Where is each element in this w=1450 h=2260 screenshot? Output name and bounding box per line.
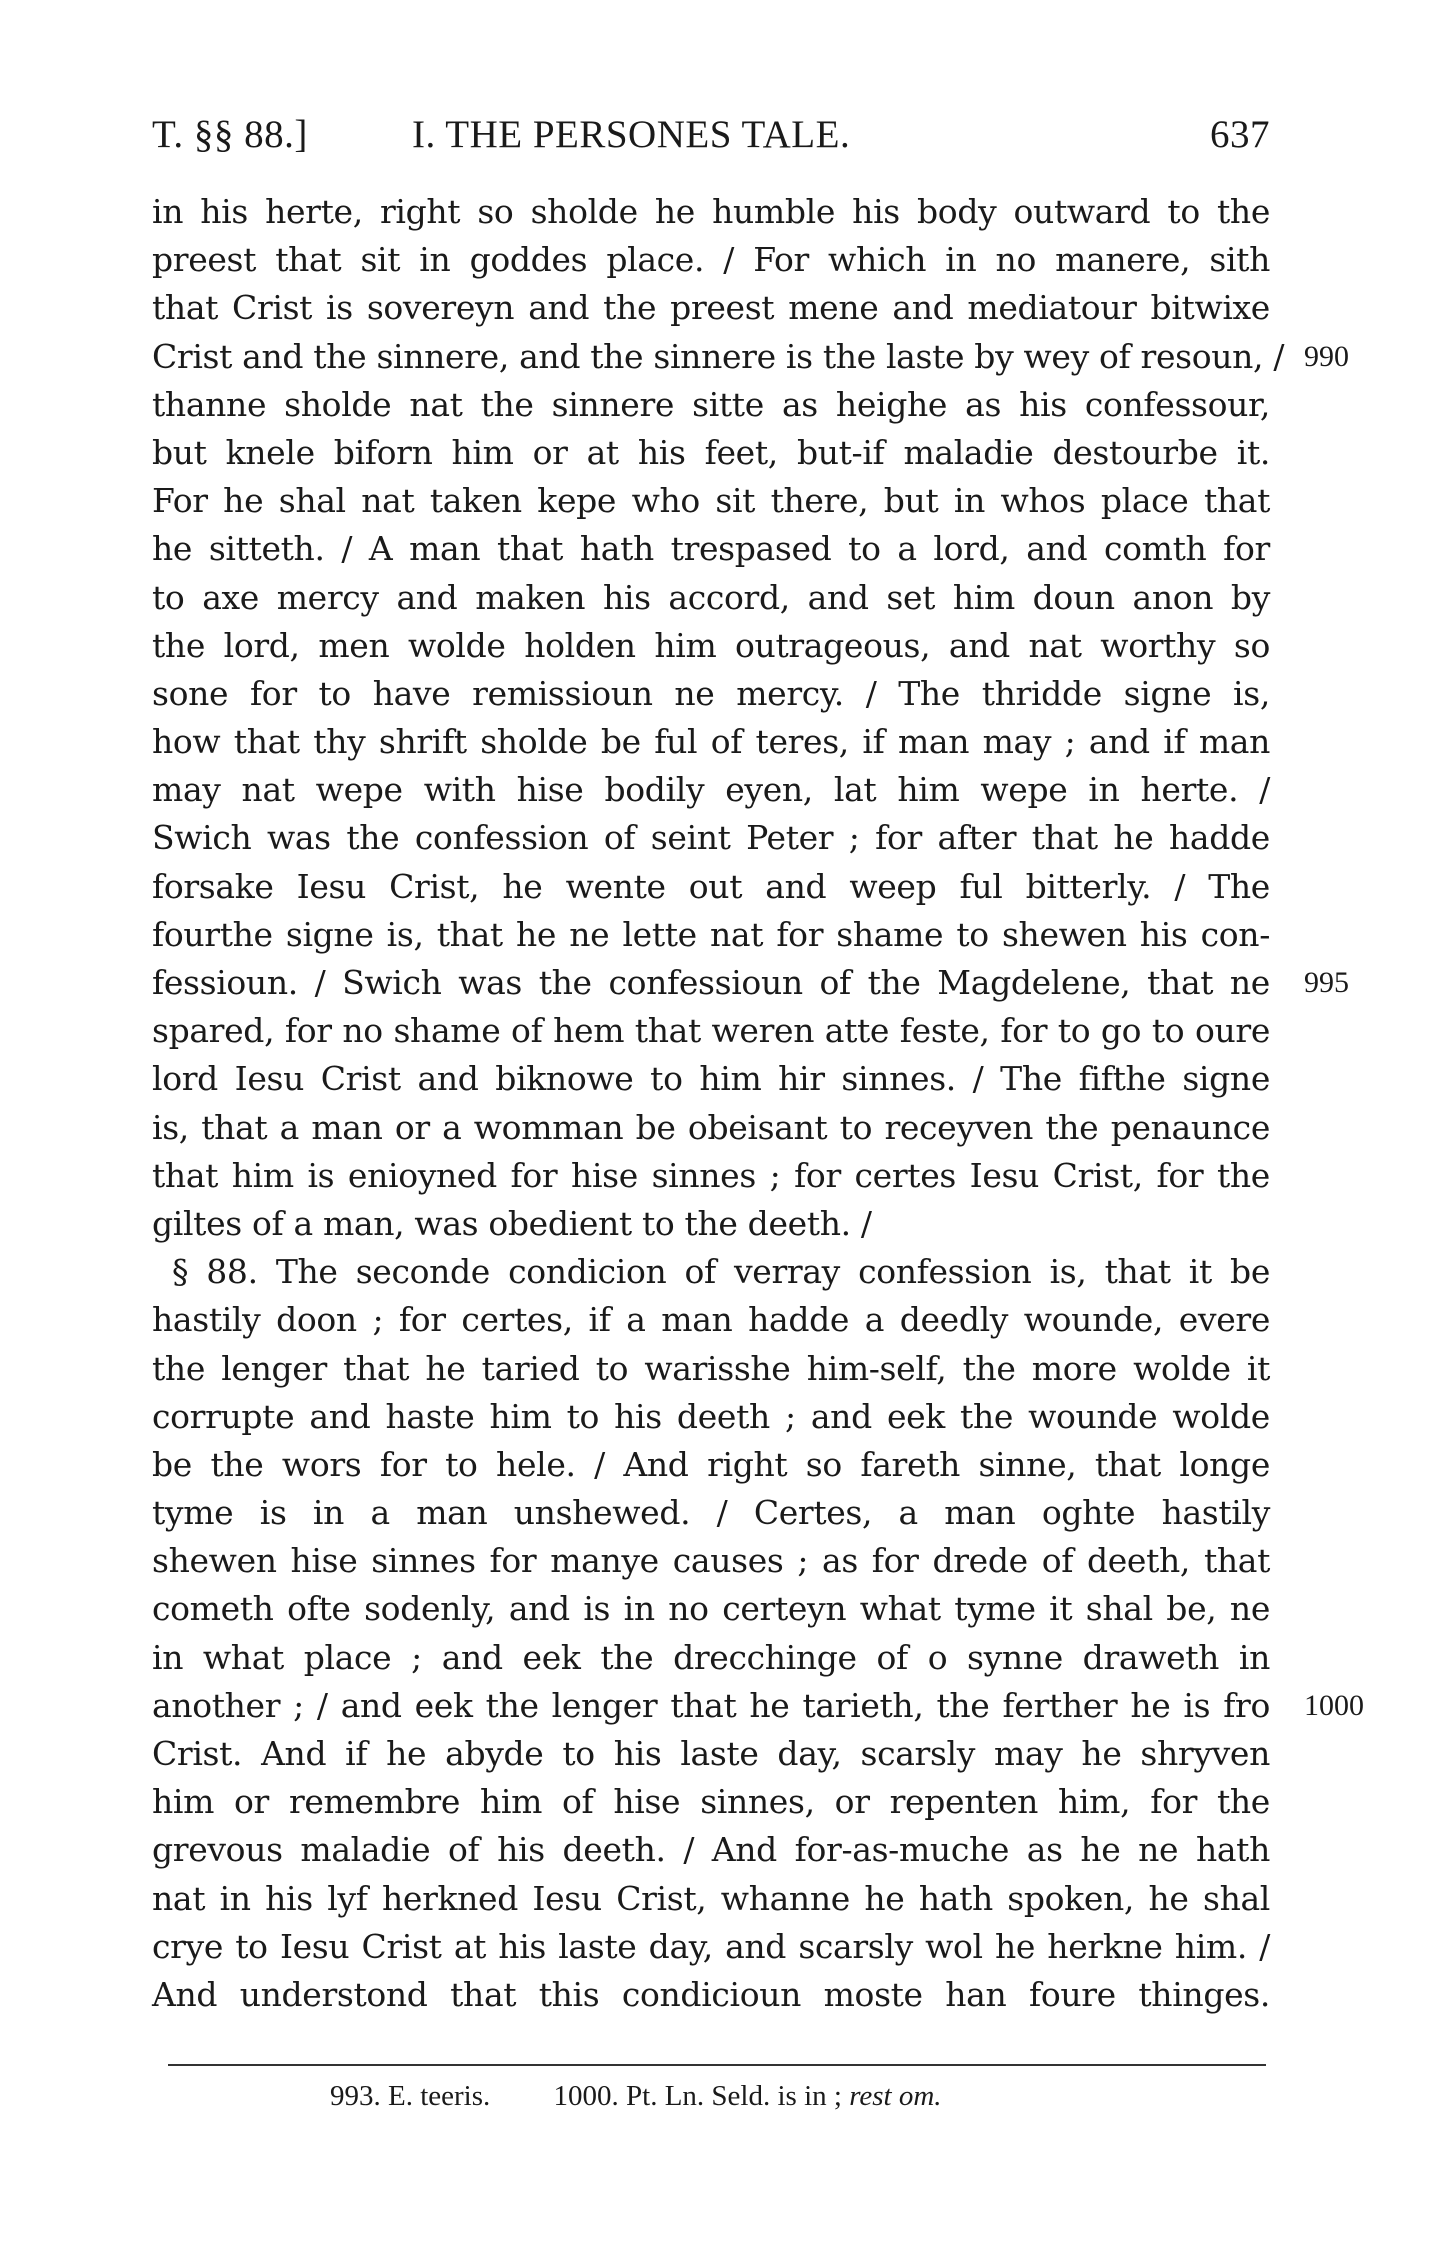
footnote-rule: [168, 2064, 1266, 2066]
line-text: how that thy shrift sholde be ful of teres, if man may ; and if man: [152, 722, 1270, 762]
line-text: he sitteth. / A man that hath trespased to a lord, and comth for: [152, 529, 1270, 569]
line-number: 1000: [1304, 1688, 1364, 1722]
line-text: crye to Iesu Crist at his laste day, and scarsly wol he herkne him. /: [152, 1926, 1270, 1966]
line-text: spared, for no shame of hem that weren atte feste, for to go to oure: [152, 1011, 1270, 1051]
text-line: [152, 1055, 1270, 1103]
text-line: [152, 1296, 1270, 1344]
line-text: may nat wepe with hise bodily eyen, lat him wepe in herte. /: [152, 770, 1270, 810]
line-text: that Crist is sovereyn and the preest mene and mediatour bitwixe: [152, 288, 1270, 328]
footnote-1000-italic: rest om.: [849, 2080, 942, 2112]
line-text: thanne sholde nat the sinnere sitte as heighe as his confessour,: [152, 384, 1270, 424]
line-text: For he shal nat taken kepe who sit there, but in whos place that: [152, 481, 1270, 521]
body-text: [152, 188, 1364, 2019]
text-line: [152, 1152, 1270, 1200]
line-text: is, that a man or a womman be obeisant to receyven the penaunce: [152, 1107, 1270, 1147]
text-line: [152, 525, 1270, 573]
page-title: I. THE PERSONES TALE.: [412, 113, 851, 156]
text-line: [152, 622, 1270, 670]
section-reference: T. §§ 88.]: [152, 113, 308, 156]
text-line: [152, 1634, 1270, 1682]
text-line: [152, 1200, 1270, 1248]
text-line: [152, 574, 1270, 622]
footnotes: [330, 2074, 1230, 2118]
running-header: [152, 112, 1270, 162]
line-text: but knele biforn him or at his feet, but-if maladie destourbe it.: [152, 432, 1270, 472]
text-line: [152, 284, 1270, 332]
line-text: in his herte, right so sholde he humble his body outward to the: [152, 192, 1270, 231]
text-line: [152, 1826, 1270, 1874]
line-text: preest that sit in goddes place. / For which in no manere, sith: [152, 240, 1270, 280]
text-line: [152, 1730, 1270, 1778]
line-text: in what place ; and eek the drecchinge of o synne draweth in: [152, 1637, 1270, 1677]
text-line: [152, 1778, 1270, 1826]
line-text: the lord, men wolde holden him outrageous, and nat worthy so: [152, 625, 1270, 665]
text-line: [152, 1104, 1270, 1152]
line-text: lord Iesu Crist and biknowe to him hir sinnes. / The fifthe signe: [152, 1059, 1270, 1099]
line-text: cometh ofte sodenly, and is in no certeyn what tyme it shal be, ne: [152, 1589, 1270, 1629]
line-text: Swich was the confession of seint Peter ; for after that he hadde: [152, 818, 1270, 858]
line-text: another ; / and eek the lenger that he tarieth, the ferther he is fro: [152, 1685, 1270, 1725]
text-line: [152, 1923, 1270, 1971]
text-line: [152, 381, 1270, 429]
footnote-993: 993. E. teeris.: [330, 2080, 491, 2112]
text-line: [152, 1875, 1270, 1923]
line-text: to axe mercy and maken his accord, and set him doun anon by: [152, 577, 1270, 617]
text-line: [152, 863, 1270, 911]
line-text: him or remembre him of hise sinnes, or repenten him, for the: [152, 1782, 1270, 1822]
line-text: giltes of a man, was obedient to the deeth. /: [152, 1203, 872, 1243]
line-text: Crist. And if he abyde to his laste day, scarsly may he shryven: [152, 1734, 1270, 1773]
footnote-1000: [554, 2074, 942, 2118]
line-text: shewen hise sinnes for manye causes ; as for drede of deeth, that: [152, 1541, 1270, 1581]
line-text: that him is enioyned for hise sinnes ; for certes Iesu Crist, for the: [152, 1155, 1270, 1195]
text-line: [152, 1585, 1270, 1633]
line-text: corrupte and haste him to his deeth ; and eek the wounde wolde: [152, 1396, 1270, 1436]
footnote-1000-text: 1000. Pt. Ln. Seld. is in ;: [553, 2080, 842, 2112]
line-number: 990: [1304, 339, 1349, 373]
text-line: [152, 1393, 1270, 1441]
text-line: [152, 1441, 1270, 1489]
line-text: And understond that this condicioun moste han foure thinges.: [152, 1974, 1270, 2014]
text-line: [152, 766, 1270, 814]
text-line: [152, 236, 1270, 284]
text-line: [152, 1345, 1270, 1393]
text-line: [152, 477, 1270, 525]
line-text: Crist and the sinnere, and the sinnere is the laste by wey of resoun, /: [152, 336, 1285, 376]
text-line: [152, 959, 1349, 1007]
line-text: fessioun. / Swich was the confessioun of the Magdelene, that ne: [152, 963, 1270, 1002]
line-text: forsake Iesu Crist, he wente out and weep ful bitterly. / The: [152, 866, 1270, 906]
text-line: [152, 1971, 1270, 2019]
text-line: [152, 1248, 1270, 1296]
line-number: 995: [1304, 966, 1349, 999]
line-text: fourthe signe is, that he ne lette nat for shame to shewen his con-: [152, 914, 1270, 954]
line-text: tyme is in a man unshewed. / Certes, a man oghte hastily: [152, 1493, 1270, 1533]
text-line: [152, 1489, 1270, 1537]
line-text: § 88. The seconde condicion of verray confession is, that it be: [172, 1252, 1270, 1292]
text-line: [152, 333, 1349, 381]
text-line: [152, 814, 1270, 862]
text-line: [152, 188, 1270, 236]
line-text: nat in his lyf herkned Iesu Crist, whanne he hath spoken, he shal: [152, 1878, 1270, 1918]
text-line: [152, 911, 1270, 959]
text-line: [152, 718, 1270, 766]
text-line: [152, 1682, 1364, 1730]
text-line: [152, 670, 1270, 718]
page-number: 637: [1210, 113, 1270, 156]
text-line: [152, 429, 1270, 477]
line-text: be the wors for to hele. / And right so fareth sinne, that longe: [152, 1444, 1270, 1484]
line-text: sone for to have remissioun ne mercy. / The thridde signe is,: [152, 673, 1270, 713]
text-line: [152, 1537, 1270, 1585]
text-line: [152, 1007, 1270, 1055]
line-text: hastily doon ; for certes, if a man hadde a deedly wounde, evere: [152, 1300, 1270, 1340]
line-text: grevous maladie of his deeth. / And for-as-muche as he ne hath: [152, 1830, 1270, 1870]
line-text: the lenger that he taried to warisshe him-self, the more wolde it: [152, 1348, 1270, 1388]
